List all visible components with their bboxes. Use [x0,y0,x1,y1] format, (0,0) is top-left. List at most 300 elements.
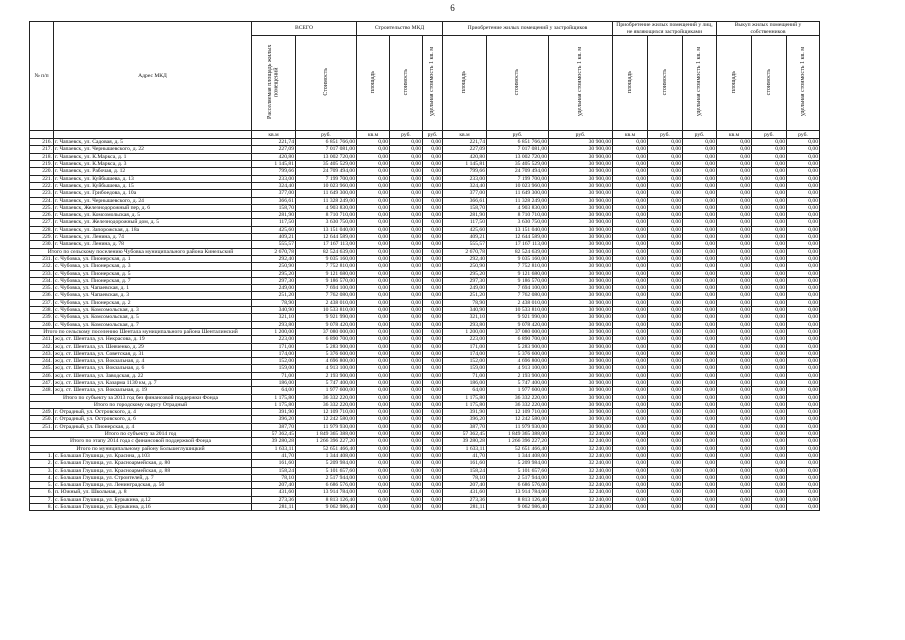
unit-rub: руб. [683,131,717,139]
value-cell: 0,00 [683,146,717,153]
value-cell: 117,50 [252,219,296,226]
value-cell: 0,00 [752,372,787,379]
value-cell: 391,90 [252,409,296,416]
value-cell: 377,00 [443,190,487,197]
value-cell: 159,00 [252,365,296,372]
value-cell: 0,00 [613,423,648,430]
value-cell: 0,00 [717,445,752,452]
value-cell: 0,00 [613,365,648,372]
value-cell: 0,00 [683,336,717,343]
value-cell: 207,40 [252,482,296,489]
row-address: с. Чубовка, ул. Пионерская, д. 7 [54,277,252,284]
value-cell: 0,00 [683,212,717,219]
value-cell: 0,00 [390,270,423,277]
value-cell: 0,00 [648,153,683,160]
table-row [30,197,820,204]
row-address: п. Южный, ул. Школьная, д. 8 [54,489,252,496]
table-row [30,241,820,248]
value-cell: 11 979 930,00 [487,423,549,430]
value-cell: 0,00 [752,467,787,474]
row-address: г. Чапаевск, ул. Куйбышева, д. 15 [54,182,252,189]
value-cell: 0,00 [683,270,717,277]
value-cell: 30 900,00 [549,204,613,211]
row-address: г. Чапаевск, ул. К.Маркса, д. 3 [54,161,252,168]
value-cell: 295,20 [252,270,296,277]
value-cell: 0,00 [787,190,820,197]
value-cell: 0,00 [423,452,443,459]
value-cell: 78,10 [252,474,296,481]
value-cell: 11 328 249,00 [296,197,357,204]
value-cell: 0,00 [390,438,423,445]
value-cell: 0,00 [717,343,752,350]
value-cell: 391,90 [443,409,487,416]
value-cell: 0,00 [357,190,390,197]
value-cell: 799,66 [443,168,487,175]
value-cell: 0,00 [683,372,717,379]
value-cell: 0,00 [390,328,423,335]
value-cell: 30 900,00 [549,139,613,146]
row-address: с. Чубовка, ул. Комсомольская, д. 5 [54,314,252,321]
row-number: 218. [30,153,54,160]
value-cell: 0,00 [648,445,683,452]
value-cell: 5 283 900,00 [296,343,357,350]
value-cell: 11 649 300,00 [487,190,549,197]
value-cell: 0,00 [717,321,752,328]
value-cell: 0,00 [423,336,443,343]
value-cell: 396,20 [252,416,296,423]
value-cell: 7 762 080,00 [296,292,357,299]
value-cell: 30 900,00 [549,263,613,270]
value-cell: 0,00 [787,474,820,481]
value-cell: 0,00 [613,452,648,459]
value-cell: 0,00 [423,445,443,452]
value-cell: 0,00 [787,438,820,445]
value-cell: 0,00 [423,175,443,182]
value-cell: 0,00 [717,452,752,459]
table-row [30,182,820,189]
value-cell: 0,00 [423,379,443,386]
value-cell: 0,00 [613,307,648,314]
value-cell: 158,24 [443,467,487,474]
value-cell: 250,90 [252,263,296,270]
value-cell: 0,00 [787,401,820,408]
value-cell: 0,00 [423,438,443,445]
row-number: 228. [30,226,54,233]
value-cell: 0,00 [752,168,787,175]
value-cell: 0,00 [683,394,717,401]
subheader-cost: стоимость [487,36,549,131]
value-cell: 0,00 [787,204,820,211]
value-cell: 0,00 [390,292,423,299]
value-cell: 0,00 [787,372,820,379]
unit-sqm: кв.м [443,131,487,139]
value-cell: 0,00 [648,343,683,350]
value-cell: 0,00 [390,299,423,306]
value-cell: 555,57 [443,241,487,248]
value-cell: 5 209 984,00 [487,460,549,467]
value-cell: 4 913 100,00 [487,365,549,372]
subheader-unit-cost: удельная стоимость 1 кв. м [423,36,443,131]
value-cell: 281,90 [443,212,487,219]
units-cell [30,131,54,139]
value-cell: 0,00 [357,350,390,357]
value-cell: 0,00 [648,255,683,262]
value-cell: 0,00 [648,146,683,153]
value-cell: 13 151 040,00 [296,226,357,233]
value-cell: 0,00 [787,416,820,423]
row-number: 1. [30,452,54,459]
value-cell: 30 900,00 [549,365,613,372]
value-cell: 0,00 [613,336,648,343]
row-address: г. Чапаевск, ул. К.Маркса, д. 1 [54,153,252,160]
value-cell: 0,00 [717,423,752,430]
value-cell: 1 266 396 227,20 [487,438,549,445]
value-cell: 0,00 [613,139,648,146]
table-row [30,263,820,270]
value-cell: 0,00 [613,394,648,401]
value-cell: 0,00 [613,358,648,365]
value-cell: 6 851 766,00 [487,139,549,146]
value-cell: 0,00 [717,234,752,241]
value-cell: 0,00 [787,358,820,365]
value-cell: 0,00 [357,358,390,365]
value-cell: 0,00 [357,161,390,168]
value-cell: 0,00 [648,292,683,299]
value-cell: 78,90 [252,299,296,306]
value-cell: 0,00 [752,358,787,365]
table-row [30,307,820,314]
value-cell: 324,40 [252,182,296,189]
value-cell: 37 080 000,00 [296,328,357,335]
value-cell: 0,00 [683,445,717,452]
value-cell: 0,00 [390,182,423,189]
table-row [30,423,820,430]
value-cell: 174,00 [252,350,296,357]
value-cell: 0,00 [648,299,683,306]
table-row [30,350,820,357]
value-cell: 0,00 [648,226,683,233]
value-cell: 32 240,00 [549,482,613,489]
value-cell: 30 900,00 [549,416,613,423]
value-cell: 82 524 639,00 [296,248,357,255]
value-cell: 0,00 [357,416,390,423]
value-cell: 0,00 [752,153,787,160]
subtotal-label: Итого по муниципальному району Большеглушицкий [30,445,252,452]
value-cell: 9 921 990,00 [296,314,357,321]
value-cell: 0,00 [752,489,787,496]
value-cell: 8 813 126,40 [487,496,549,503]
value-cell: 30 900,00 [549,401,613,408]
value-cell: 0,00 [423,343,443,350]
value-cell: 0,00 [357,438,390,445]
value-cell: 0,00 [752,139,787,146]
value-cell: 0,00 [752,365,787,372]
value-cell: 0,00 [423,146,443,153]
table-row [30,190,820,197]
value-cell: 32 240,00 [549,504,613,511]
table-row [30,358,820,365]
value-cell: 0,00 [752,416,787,423]
value-cell: 30 900,00 [549,212,613,219]
value-cell: 9 921 990,00 [487,314,549,321]
value-cell: 9 035 160,00 [296,255,357,262]
value-cell: 161,60 [443,460,487,467]
value-cell: 41,70 [443,452,487,459]
value-cell: 221,74 [252,139,296,146]
value-cell: 0,00 [648,277,683,284]
value-cell: 0,00 [613,263,648,270]
value-cell: 0,00 [787,467,820,474]
value-cell: 32 240,00 [549,460,613,467]
table-row [30,255,820,262]
row-number: 224. [30,197,54,204]
value-cell: 0,00 [423,255,443,262]
value-cell: 0,00 [423,204,443,211]
table-row [30,270,820,277]
value-cell: 0,00 [787,255,820,262]
value-cell: 1 849 365 388,00 [296,431,357,438]
value-cell: 0,00 [390,482,423,489]
value-cell: 0,00 [683,350,717,357]
value-cell: 0,00 [752,161,787,168]
value-cell: 0,00 [613,482,648,489]
value-cell: 1 977 600,00 [487,387,549,394]
value-cell: 249,00 [443,285,487,292]
value-cell: 2 670,78 [252,248,296,255]
value-cell: 2 517 944,00 [296,474,357,481]
subheader-planned-area: Расселяемая площадь жилых помещений [252,36,296,131]
value-cell: 273,36 [252,496,296,503]
value-cell: 0,00 [613,299,648,306]
value-cell: 0,00 [717,168,752,175]
row-number: 6. [30,489,54,496]
value-cell: 7 694 100,00 [296,285,357,292]
value-cell: 0,00 [683,241,717,248]
row-number: 248. [30,387,54,394]
value-cell: 6 890 700,00 [296,336,357,343]
value-cell: 0,00 [717,387,752,394]
value-cell: 0,00 [752,460,787,467]
value-cell: 0,00 [717,372,752,379]
value-cell: 0,00 [390,146,423,153]
value-cell: 161,60 [252,460,296,467]
value-cell: 0,00 [613,343,648,350]
value-cell: 0,00 [648,161,683,168]
value-cell: 0,00 [423,460,443,467]
value-cell: 0,00 [787,394,820,401]
table-row [30,496,820,503]
value-cell: 223,00 [252,336,296,343]
value-cell: 0,00 [717,263,752,270]
value-cell: 0,00 [423,423,443,430]
value-cell: 2 438 010,00 [487,299,549,306]
header-no: № п/п [30,22,54,131]
value-cell: 0,00 [752,175,787,182]
value-cell: 0,00 [717,190,752,197]
row-number: 247. [30,379,54,386]
housing-program-table [29,21,820,511]
row-address: с. Большая Глушица, ул. Бурыкина, д.12 [54,496,252,503]
value-cell: 0,00 [752,182,787,189]
unit-sqm: кв.м [252,131,296,139]
value-cell: 10 023 960,00 [487,182,549,189]
value-cell: 0,00 [613,489,648,496]
value-cell: 13 002 720,00 [487,153,549,160]
value-cell: 0,00 [390,197,423,204]
value-cell: 0,00 [423,161,443,168]
value-cell: 0,00 [390,358,423,365]
value-cell: 0,00 [787,182,820,189]
value-cell: 9 078 420,00 [296,321,357,328]
value-cell: 1 344 408,00 [296,452,357,459]
subheader-unit-cost: удельная стоимость 1 кв. м [787,36,820,131]
value-cell: 0,00 [683,460,717,467]
units-row [30,131,820,139]
value-cell: 0,00 [787,161,820,168]
value-cell: 30 900,00 [549,248,613,255]
value-cell: 0,00 [683,482,717,489]
value-cell: 0,00 [787,452,820,459]
value-cell: 0,00 [787,504,820,511]
row-number: 229. [30,234,54,241]
value-cell: 4 696 800,00 [296,358,357,365]
table-row [30,387,820,394]
value-cell: 0,00 [390,379,423,386]
value-cell: 0,00 [752,292,787,299]
table-row [30,409,820,416]
value-cell: 2 670,78 [443,248,487,255]
value-cell: 0,00 [390,452,423,459]
value-cell: 0,00 [423,248,443,255]
value-cell: 0,00 [648,387,683,394]
value-cell: 0,00 [390,168,423,175]
value-cell: 11 979 930,00 [296,423,357,430]
value-cell: 8 710 710,00 [296,212,357,219]
value-cell: 0,00 [390,175,423,182]
value-cell: 7 762 080,00 [487,292,549,299]
value-cell: 0,00 [357,482,390,489]
value-cell: 297,30 [443,277,487,284]
value-cell: 0,00 [752,401,787,408]
row-address: ж/д. ст. Шентала, ул. Советская, д. 31 [54,350,252,357]
value-cell: 0,00 [390,248,423,255]
row-address: г. Чапаевск, ул. Рабочая, д. 12 [54,168,252,175]
value-cell: 0,00 [390,409,423,416]
value-cell: 0,00 [423,212,443,219]
row-number: 241. [30,336,54,343]
value-cell: 30 900,00 [549,175,613,182]
value-cell: 0,00 [752,263,787,270]
row-number: 233. [30,270,54,277]
unit-sqm: кв.м [717,131,752,139]
value-cell: 0,00 [357,175,390,182]
subtotal-row [30,328,820,335]
header-group-total: ВСЕГО [252,22,357,36]
value-cell: 0,00 [683,343,717,350]
value-cell: 30 900,00 [549,285,613,292]
row-number: 8. [30,504,54,511]
value-cell: 0,00 [787,379,820,386]
value-cell: 0,00 [717,358,752,365]
value-cell: 387,70 [252,423,296,430]
value-cell: 0,00 [390,372,423,379]
value-cell: 5 376 600,00 [487,350,549,357]
value-cell: 799,66 [252,168,296,175]
value-cell: 0,00 [752,350,787,357]
value-cell: 1 175,80 [252,394,296,401]
unit-rub: руб. [423,131,443,139]
value-cell: 0,00 [648,241,683,248]
row-address: с. Большая Глушица, ул. Красноармейская, д. 80 [54,460,252,467]
value-cell: 30 900,00 [549,241,613,248]
row-number: 239. [30,314,54,321]
value-cell: 0,00 [717,204,752,211]
value-cell: 0,00 [752,321,787,328]
value-cell: 24 709 494,00 [487,168,549,175]
table-row [30,379,820,386]
value-cell: 250,90 [443,263,487,270]
value-cell: 1 175,80 [252,401,296,408]
value-cell: 1 849 365 388,00 [487,431,549,438]
value-cell: 0,00 [787,263,820,270]
value-cell: 0,00 [683,292,717,299]
value-cell: 366,61 [252,197,296,204]
value-cell: 0,00 [787,226,820,233]
unit-rub: руб. [648,131,683,139]
table-row [30,153,820,160]
value-cell: 0,00 [613,153,648,160]
value-cell: 71,00 [443,372,487,379]
value-cell: 0,00 [717,350,752,357]
value-cell: 0,00 [357,285,390,292]
value-cell: 17 167 113,00 [487,241,549,248]
value-cell: 0,00 [717,489,752,496]
value-cell: 0,00 [787,409,820,416]
value-cell: 0,00 [357,197,390,204]
value-cell: 2 193 900,00 [296,372,357,379]
value-cell: 0,00 [613,285,648,292]
value-cell: 0,00 [390,255,423,262]
row-address: г. Чапаевск, ул. Садовая, д. 5 [54,139,252,146]
value-cell: 1 266 396 227,20 [296,438,357,445]
value-cell: 0,00 [613,379,648,386]
value-cell: 0,00 [357,431,390,438]
subtotal-label: Итого по субъекту за 2013 год без финансовой поддержки Фонда [30,394,252,401]
value-cell: 9 186 570,00 [487,277,549,284]
row-address: г. Чапаевск, Железнодорожный пер, д. 6 [54,204,252,211]
value-cell: 0,00 [752,423,787,430]
row-number: 236. [30,292,54,299]
value-cell: 0,00 [357,343,390,350]
value-cell: 0,00 [717,394,752,401]
unit-rub: руб. [390,131,423,139]
value-cell: 7 017 081,00 [487,146,549,153]
value-cell: 409,21 [252,234,296,241]
value-cell: 186,00 [252,379,296,386]
table-body [30,139,820,511]
value-cell: 0,00 [613,277,648,284]
value-cell: 0,00 [357,270,390,277]
value-cell: 0,00 [787,234,820,241]
value-cell: 0,00 [717,299,752,306]
value-cell: 0,00 [613,409,648,416]
value-cell: 152,00 [443,358,487,365]
value-cell: 0,00 [613,431,648,438]
value-cell: 0,00 [717,365,752,372]
value-cell: 273,36 [443,496,487,503]
value-cell: 0,00 [752,379,787,386]
row-address: с. Чубовка, ул. Чапаевская, д. 3 [54,292,252,299]
